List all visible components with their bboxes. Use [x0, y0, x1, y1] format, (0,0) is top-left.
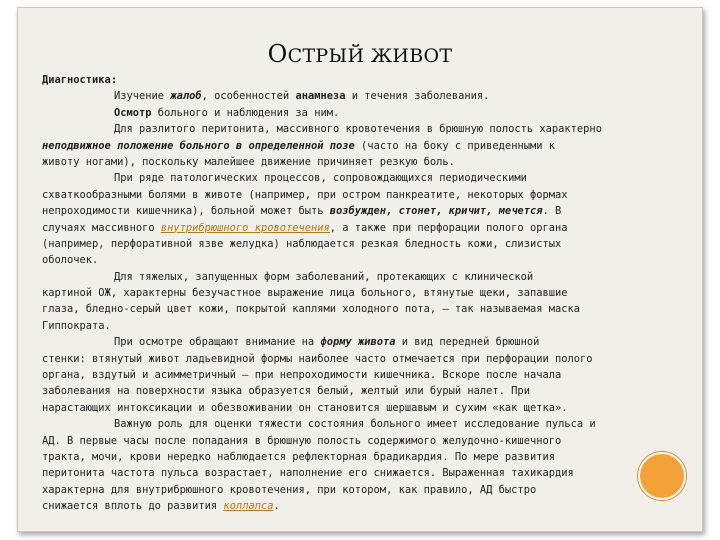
- line-22: АД. В первые часы после попадания в брюшную полость содержимого желудочно-кишечного: [42, 434, 562, 447]
- line-7: схваткообразными болями в животе (например, при остром панкреатите, некоторых формах: [42, 188, 568, 201]
- line-17: стенки: втянутый живот ладьевидной формы наиболее часто отмечается при перфорации полого: [42, 352, 593, 365]
- line-24: перитонита частота пульса возрастает, наполнение его снижается. Выраженная тахикардия: [42, 467, 574, 480]
- internal-bleeding-link[interactable]: внутрибрюшного кровотечения: [160, 221, 330, 234]
- line-8: непроходимости кишечника), больной может быть возбужден, стонет, кричит, мечется. В: [42, 205, 562, 218]
- line-16: При осмотре обращают внимание на форму живота и вид передней брюшной: [114, 336, 540, 349]
- line-21: Важную роль для оценки тяжести состояния больного имеет исследование пульса и: [114, 418, 596, 431]
- line-23: тракта, мочи, крови нередко наблюдается рефлекторная брадикардия. По мере развития: [42, 450, 555, 463]
- line-6: При ряде патологических процессов, сопровождающихся периодическими: [114, 172, 527, 185]
- line-18: органа, вздутый и асимметричный — при непроходимости кишечника. Вскоре после начала: [42, 369, 562, 382]
- body-text: [42, 72, 682, 515]
- line-3: Для разлитого перитонита, массивного кровотечения в брюшную полость характерно: [114, 123, 602, 136]
- collapse-link[interactable]: коллапса: [223, 500, 274, 513]
- line-20: нарастающих интоксикации и обезвоживании он становится шершавым и сухим «как щетка».: [42, 401, 568, 414]
- line-25: характерна для внутрибрюшного кровотечения, при котором, как правило, АД быстро: [42, 483, 537, 496]
- line-4: неподвижное положение больного в определенной позе (часто на боку с приведенными к: [42, 139, 555, 152]
- line-11: оболочек.: [42, 254, 99, 267]
- line-19: заболевания на поверхности языка образуется белый, желтый или бурый налет. При: [42, 385, 530, 398]
- orange-circle-decoration: [638, 452, 686, 500]
- line-26: снижается вплоть до развития коллапса.: [42, 500, 280, 513]
- line-10: (например, перфоративной язве желудка) наблюдается резкая бледность кожи, слизистых: [42, 237, 562, 250]
- line-14: глаза, бледно-серый цвет кожи, покрытой каплями холодного пота, — так называемая маска: [42, 303, 580, 316]
- line-2: Осмотр больного и наблюдения за ним.: [114, 106, 340, 119]
- line-13: картиной ОЖ, характерны безучастное выражение лица больного, втянутые щеки, запавшие: [42, 287, 568, 300]
- line-1: Изучение жалоб, особенностей анамнеза и течения заболевания.: [114, 90, 490, 103]
- title-cap: О: [267, 40, 288, 68]
- line-5: животу ногами), поскольку малейшее движение причиняет резкую боль.: [42, 155, 455, 168]
- heading: Диагностика:: [42, 74, 118, 86]
- title-rest: СТРЫЙ ЖИВОТ: [287, 45, 453, 67]
- line-9: случаях массивного внутрибрюшного кровотечения, а также при перфорации полого органа: [42, 221, 568, 234]
- slide-title: [0, 40, 720, 68]
- line-12: Для тяжелых, запущенных форм заболеваний, протекающих с клинической: [114, 270, 534, 283]
- line-15: Гиппократа.: [42, 319, 111, 332]
